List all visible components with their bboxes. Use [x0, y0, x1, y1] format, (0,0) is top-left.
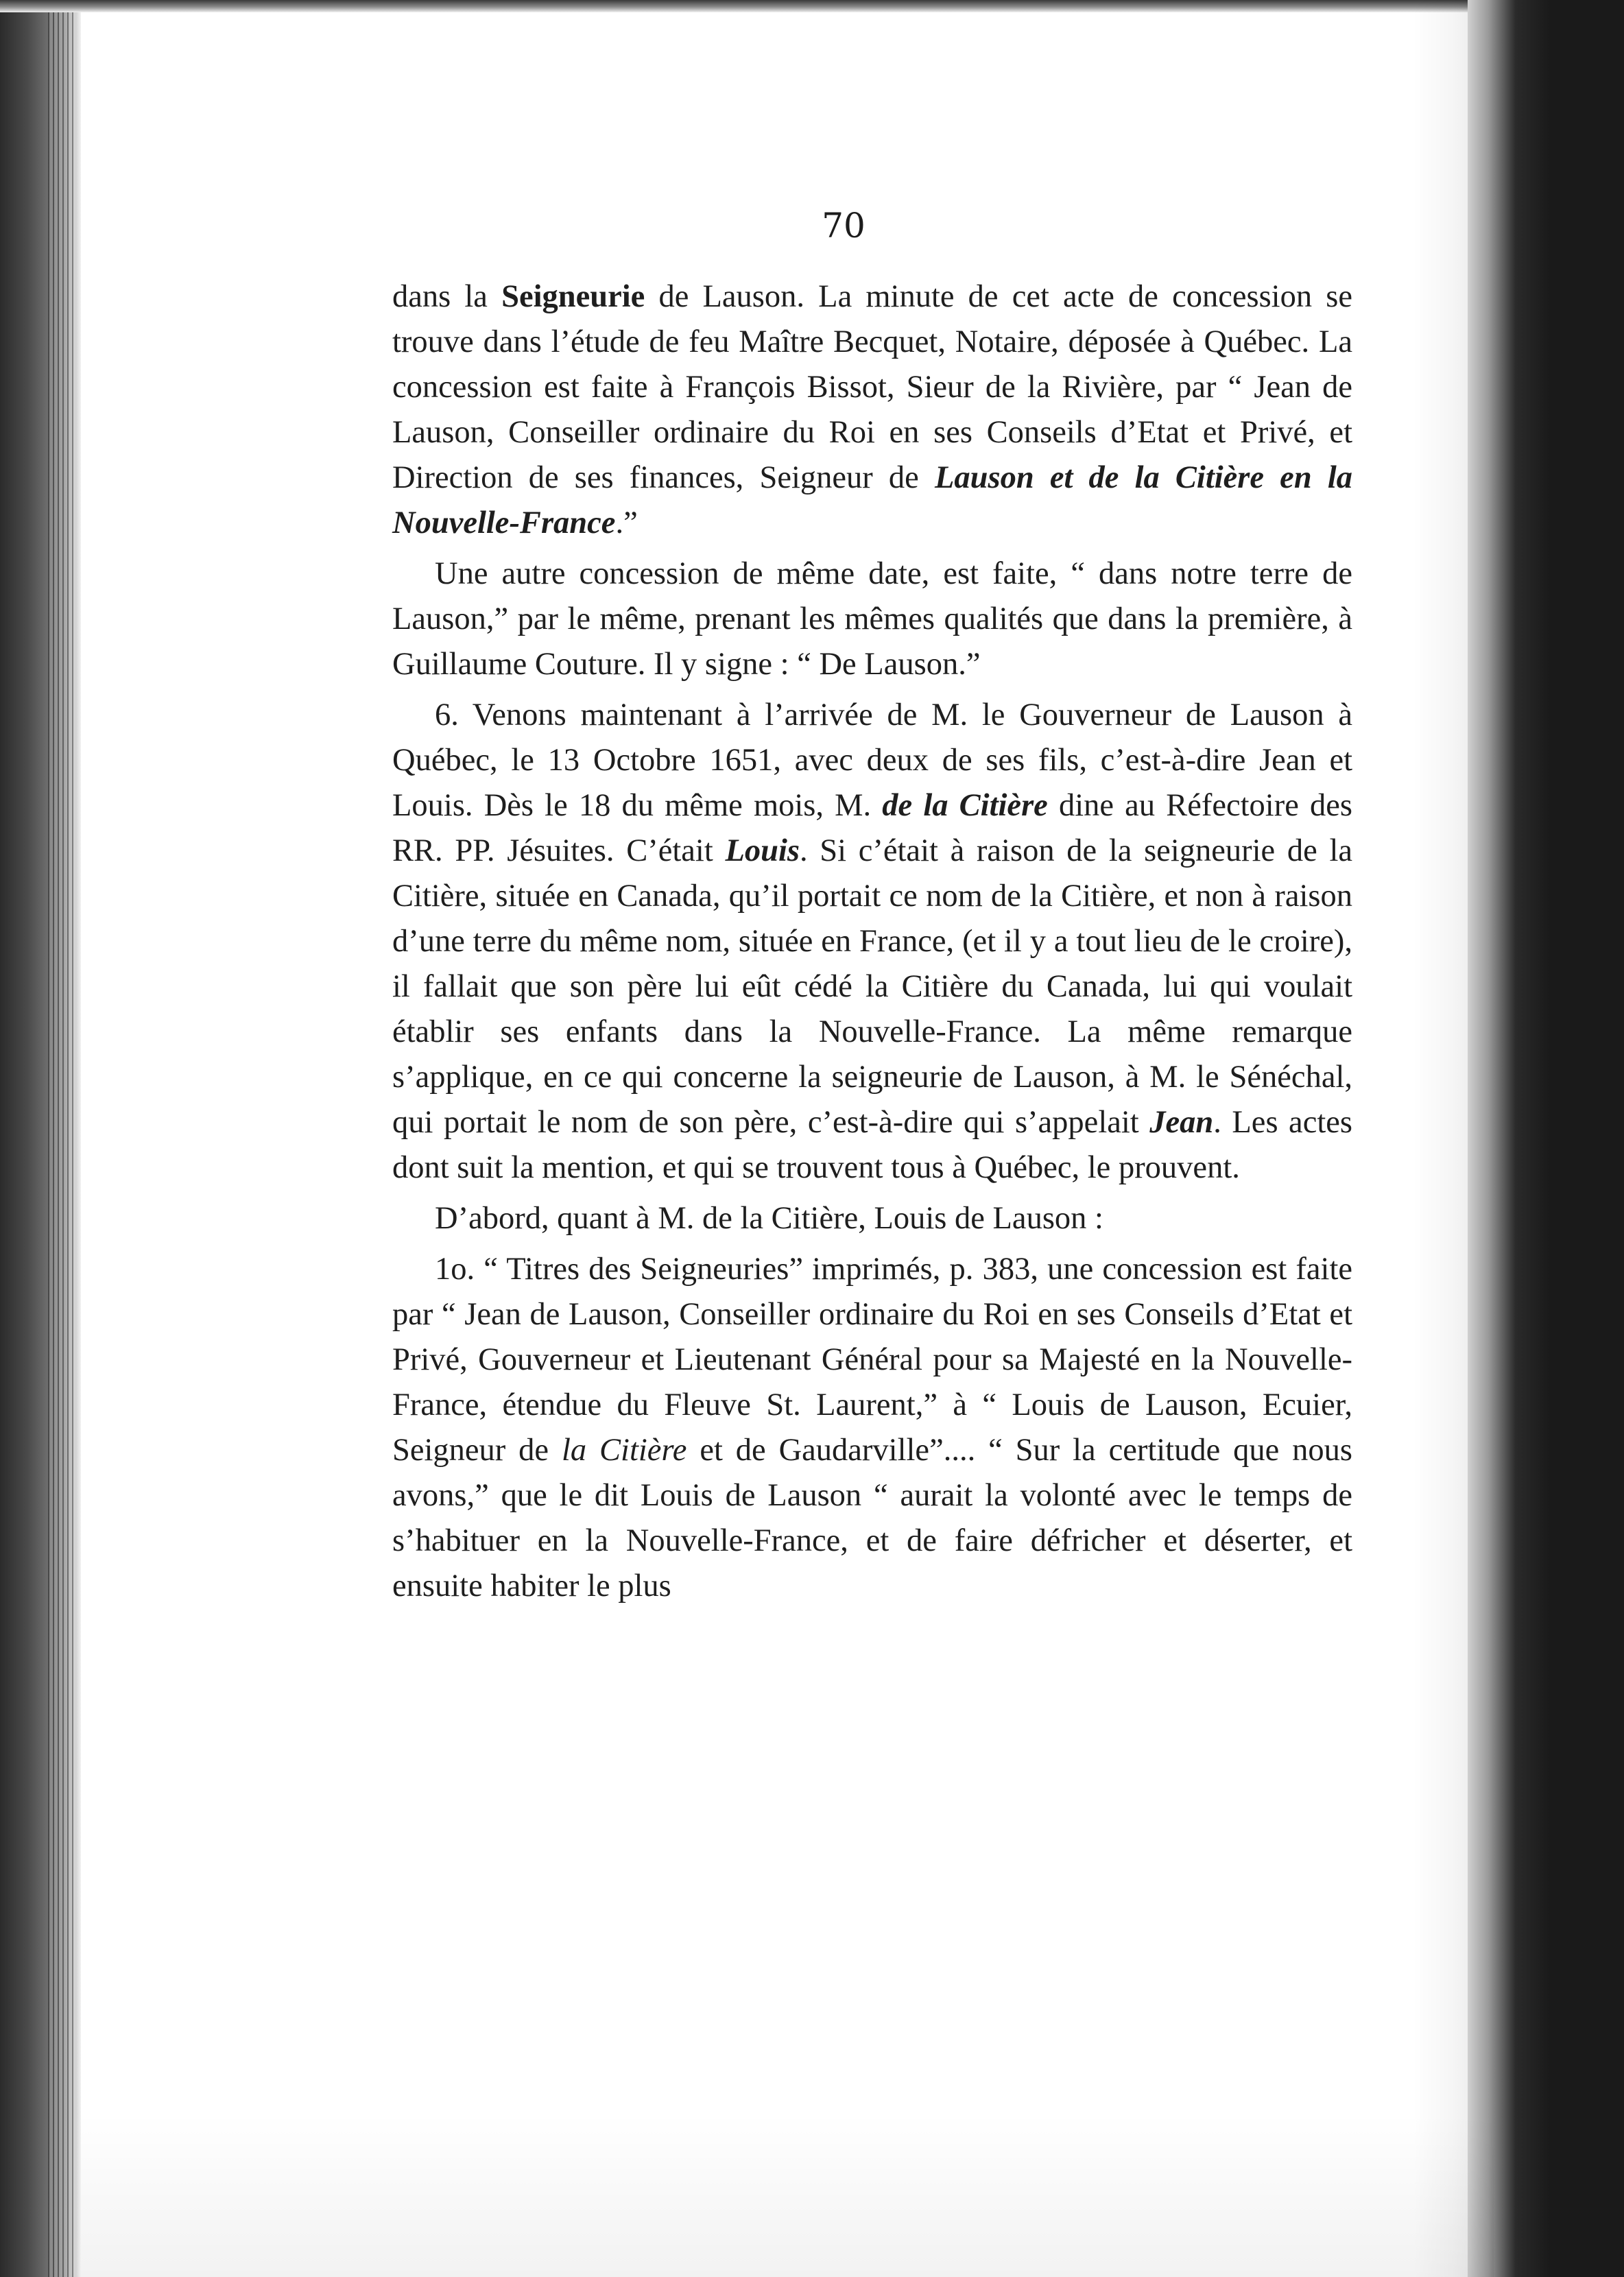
- text-span: dans la: [392, 279, 502, 314]
- italic-text: Lauson et de la Citière en la Nouvelle-France: [392, 460, 1353, 540]
- text-span: 1o. “ Titres des Seigneuries” imprimés, p. 383, une concession est faite par “ Jean de Lauson, Conseiller ordinaire du Roi en ses Conseils d’Etat et Privé, Gouverneur et Lieutenant Général pour sa Majesté en la Nouvelle-France, étendue du Fleuve St. Laurent,” à “ Louis de Lauson, Ecuier, Seigneur de: [392, 1252, 1352, 1468]
- paragraph-5: [392, 1247, 1352, 1609]
- italic-text: la Citière: [561, 1433, 687, 1468]
- text-span: 6. Venons maintenant à l’arrivée de M. le Gouverneur de Lauson à Québec, le 13 Octobre 1651, avec deux de ses fils, c’est-à-dire Jean et Louis. Dès le 18 du même mois, M.: [392, 698, 1352, 823]
- paragraph-1: [392, 274, 1352, 546]
- text-span: . Les actes dont suit la mention, et qui se trouvent tous à Québec, le prouvent.: [392, 1105, 1352, 1185]
- text-span: de Lauson. La minute de cet acte de concession se trouve dans l’étude de feu Maître Becquet, Notaire, déposée à Québec. La concession est faite à François Bissot, Sieur de la Rivière, par “ Jean de Lauson, Conseiller ordinaire du Roi en ses Conseils d’Etat et Privé, et Direction de ses finances, Seigneur de: [392, 279, 1352, 495]
- italic-text: Louis: [725, 833, 800, 868]
- paragraph-3: [392, 693, 1352, 1191]
- text-span: et de Gaudarville”.... “ Sur la certitude que nous avons,” que le dit Louis de Lauson “ aurait la volonté avec le temps de s’habituer en la Nouvelle-France, et de faire défricher et déserter, et ensuite habiter le plus: [392, 1433, 1352, 1604]
- bottom-shade: [81, 2112, 1494, 2277]
- italic-text: Jean: [1149, 1105, 1214, 1140]
- body-text: [392, 274, 1352, 1609]
- page-number: 70: [822, 206, 865, 246]
- bold-text: Seigneurie: [501, 279, 645, 314]
- right-page-edge: [1468, 0, 1624, 2277]
- text-span: dine au Réfectoire des RR. PP. Jésuites. C’était: [392, 788, 1352, 868]
- italic-text: de la Citière: [882, 788, 1048, 823]
- text-span: . Si c’était à raison de la seigneurie de la Citière, située en Canada, qu’il portait ce nom de la Citière, et non à raison d’une terre du même nom, située en France, (et il y a tout lieu de le croire), il fallait que son père lui eût cédé la Citière du Canada, lui qui voulait établir ses enfants dans la Nouvelle-France. La même remarque s’applique, en ce qui concerne la seigneurie de Lauson, à M. le Sénéchal, qui portait le nom de son père, c’est-à-dire qui s’appelait: [392, 833, 1353, 1140]
- paragraph-4: D’abord, quant à M. de la Citière, Louis de Lauson :: [435, 1201, 1103, 1236]
- top-edge: [0, 0, 1624, 12]
- text-span: .”: [615, 505, 638, 540]
- binding-stripes: [48, 0, 75, 2277]
- paragraph-2: Une autre concession de même date, est faite, “ dans notre terre de Lauson,” par le même, prenant les mêmes qualités que dans la première, à Guillaume Couture. Il y signe : “ De Lauson.”: [392, 556, 1352, 682]
